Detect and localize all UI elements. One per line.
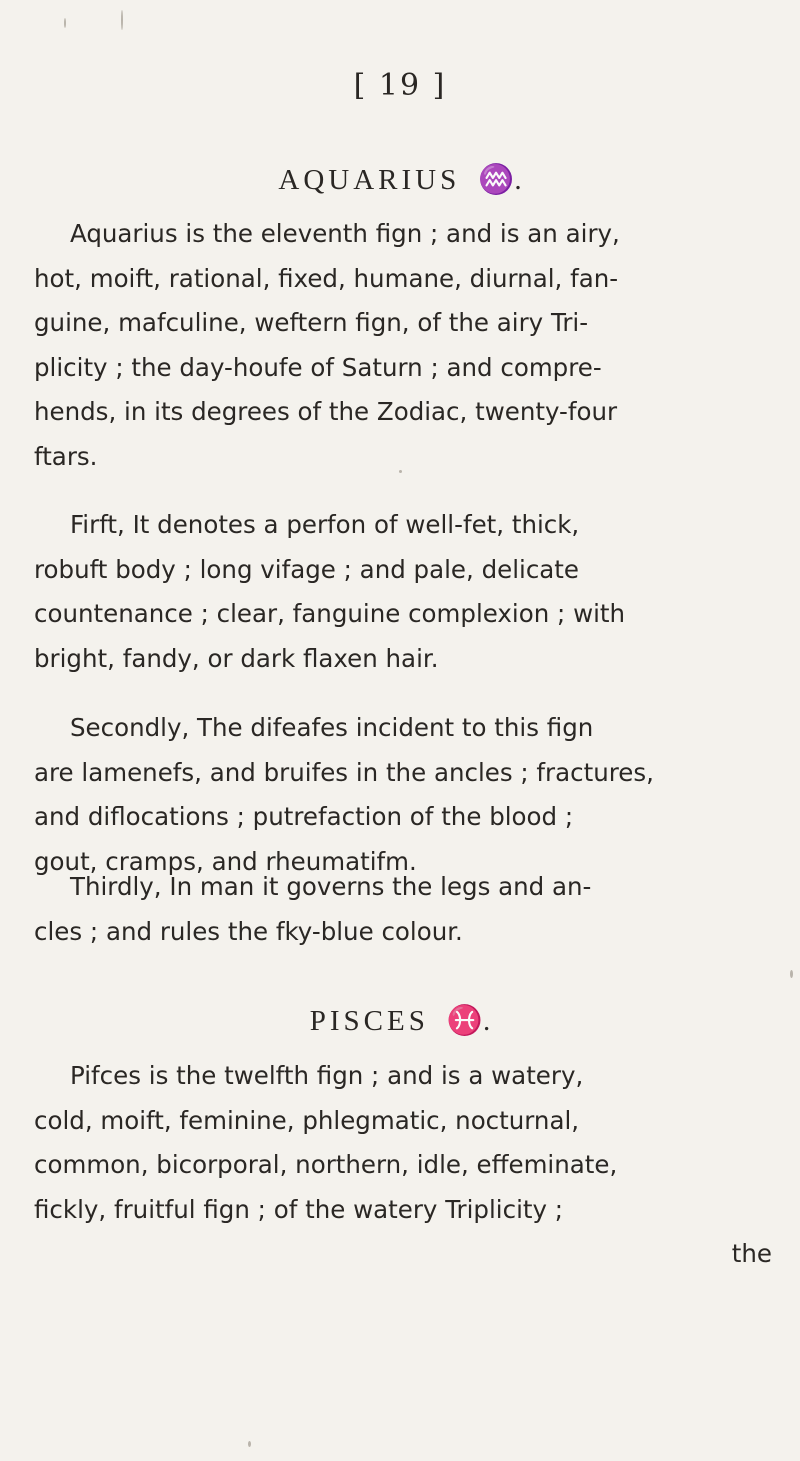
text-line: hot, moift, rational, fixed, humane, diurnal, fan- (34, 263, 619, 293)
text-line: common, bicorporal, northern, idle, effeminate, (34, 1150, 618, 1179)
text-line: fickly, fruitful fign ; of the watery Triplicity ; (34, 1194, 564, 1224)
text-line: ftars. (34, 441, 98, 471)
heading-text: AQUARIUS (278, 164, 461, 196)
catchword: the (731, 1239, 772, 1268)
text-line: bright, fandy, or dark flaxen hair. (34, 643, 439, 673)
text-line: are lamenefs, and bruifes in the ancles ; fractures, (34, 757, 654, 787)
aquarius-symbol-icon: ♒. (478, 164, 522, 196)
paragraph-aquarius-intro (34, 212, 786, 479)
pisces-symbol-icon: ♓. (446, 1005, 491, 1037)
text-line: countenance ; clear, fanguine complexion ; with (34, 599, 626, 628)
text-line: and diflocations ; putrefaction of the blood ; (34, 802, 574, 831)
text-line: Secondly, The difeafes incident to this fign (70, 713, 594, 742)
paragraph-aquarius-thirdly (34, 865, 786, 954)
text-line: robuft body ; long vifage ; and pale, delicate (34, 554, 579, 584)
paper-speck (248, 1441, 251, 1447)
paper-speck (121, 10, 123, 30)
paper-speck (399, 470, 402, 473)
text-line: hends, in its degrees of the Zodiac, twenty-four (34, 397, 618, 426)
text-line: guine, mafculine, weftern fign, of the airy Tri- (34, 308, 589, 337)
text-line: gout, cramps, and rheumatifm. (34, 846, 417, 876)
page-number: [ 19 ] (353, 68, 447, 103)
heading-text: PISCES (309, 1005, 429, 1037)
text-line: plicity ; the day-houfe of Saturn ; and compre- (34, 352, 602, 382)
text-line: Thirdly, In man it governs the legs and an- (70, 872, 592, 901)
text-line: Aquarius is the eleventh fign ; and is an airy, (70, 219, 620, 248)
section-heading-aquarius (0, 163, 800, 197)
text-line: Pifces is the twelfth fign ; and is a watery, (70, 1061, 584, 1090)
section-heading-pisces (0, 1004, 800, 1038)
paragraph-aquarius-firstly (34, 503, 786, 681)
paragraph-pisces-intro (34, 1054, 786, 1277)
text-line: cold, moift, feminine, phlegmatic, nocturnal, (34, 1105, 580, 1135)
paper-speck (790, 970, 793, 978)
paper-speck (64, 18, 66, 28)
text-line: cles ; and rules the fky-blue colour. (34, 916, 463, 946)
paragraph-aquarius-secondly (34, 706, 786, 884)
text-line: Firft, It denotes a perfon of well-fet, thick, (70, 510, 580, 539)
